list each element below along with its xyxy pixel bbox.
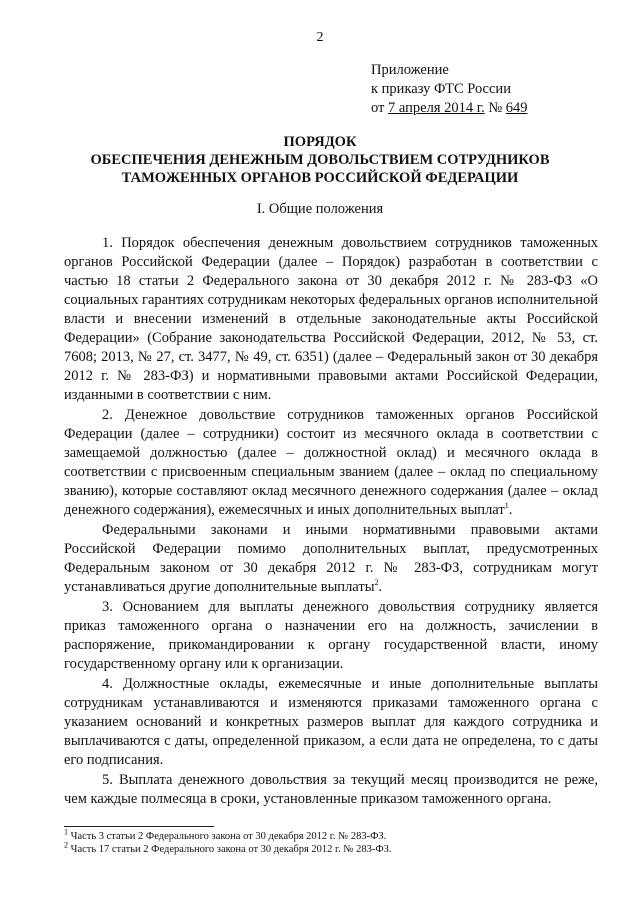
paragraph-3-end: .	[378, 579, 383, 595]
title-line-1: ПОРЯДОК	[283, 134, 357, 150]
paragraph-6: 5. Выплата денежного довольствия за текущий месяц производится не реже, чем каждые полмесяца в сроки, установленные приказом таможенного органа.	[64, 772, 598, 807]
annex-line-2: к приказу ФТС России	[371, 81, 511, 97]
paragraph-2	[64, 406, 598, 520]
footnote-divider	[64, 826, 214, 827]
document-title	[60, 133, 580, 187]
footnote-1	[64, 827, 598, 843]
annex-date-prefix: от	[371, 100, 389, 116]
footnote-1-text: Часть 3 статьи 2 Федерального закона от 30 декабря 2012 г. № 283-ФЗ.	[68, 831, 387, 842]
title-line-3: ТАМОЖЕННЫХ ОРГАНОВ РОССИЙСКОЙ ФЕДЕРАЦИИ	[121, 170, 519, 186]
annex-number-sep: №	[484, 100, 506, 116]
footnote-2-text: Часть 17 статьи 2 Федерального закона от 30 декабря 2012 г. № 283-ФЗ.	[68, 844, 392, 855]
paragraph-2-end: .	[508, 502, 513, 518]
section-heading: I. Общие положения	[256, 201, 384, 217]
annex-line-1: Приложение	[371, 62, 449, 78]
footnotes	[64, 827, 598, 856]
paragraph-3	[64, 521, 598, 597]
footnote-2	[64, 840, 598, 856]
paragraph-4: 3. Основанием для выплаты денежного довольствия сотруднику является приказ таможенного органа о назначении его на должность, зачислении в распоряжение, прикомандировании к органу государственной власти, иному государственному органу или к организации.	[64, 599, 598, 672]
annex-line-3	[371, 99, 528, 118]
footnote-2-mark: 2	[64, 840, 68, 850]
footnote-1-mark: 1	[64, 827, 68, 837]
document-body	[64, 234, 598, 809]
annex-block	[371, 61, 528, 118]
paragraph-2-text: 2. Денежное довольствие сотрудников таможенных органов Российской Федерации (далее – сотрудники) состоит из месячного оклада в соответствии с замещаемой должностью (далее – должностной оклад) и месячного оклада в соответствии с присвоенным специальным званием (далее – оклад по специальному званию), которые составляют оклад месячного денежного содержания (далее – оклад денежного содержания), ежемесячных и иных дополнительных выплат	[64, 407, 598, 518]
paragraph-1: 1. Порядок обеспечения денежным довольствием сотрудников таможенных органов Российской Федерации (далее – Порядок) разработан в соответствии с частью 18 статьи 2 Федерального закона от 30 декабря 2012 г. № 283-ФЗ «О социальных гарантиях сотрудникам некоторых федеральных органов исполнительной власти и внесении изменений в отдельные законодательные акты Российской Федерации» (Собрание законодательства Российской Федерации, 2012, № 53, ст. 7608; 2013, № 27, ст. 3477, № 49, ст. 6351) (далее – Федеральный закон от 30 декабря 2012 г. № 283-ФЗ) и нормативными правовыми актами Российской Федерации, изданными в соответствии с ним.	[64, 235, 598, 403]
annex-date: 7 апреля 2014 г.	[388, 100, 485, 116]
paragraph-5: 4. Должностные оклады, ежемесячные и иные дополнительные выплаты сотрудникам устанавливаются и изменяются приказами таможенного органа с указанием оснований и конкретных размеров выплат для каждого сотрудника и выплачиваются с даты, определенной приказом, а если дата не определена, то с даты его подписания.	[64, 676, 598, 768]
annex-number: 649	[505, 100, 528, 116]
page-number: 2	[316, 30, 324, 45]
footnote-ref-1: 1	[504, 501, 509, 511]
footnote-ref-2: 2	[374, 578, 379, 588]
title-line-2: ОБЕСПЕЧЕНИЯ ДЕНЕЖНЫМ ДОВОЛЬСТВИЕМ СОТРУДНИКОВ	[90, 152, 550, 168]
paragraph-3-text: Федеральными законами и иными нормативными правовыми актами Российской Федерации помимо дополнительных выплат, предусмотренных Федеральным законом от 30 декабря 2012 г. № 283-ФЗ, сотрудникам могут устанавливаться другие дополнительные выплаты	[64, 522, 598, 595]
